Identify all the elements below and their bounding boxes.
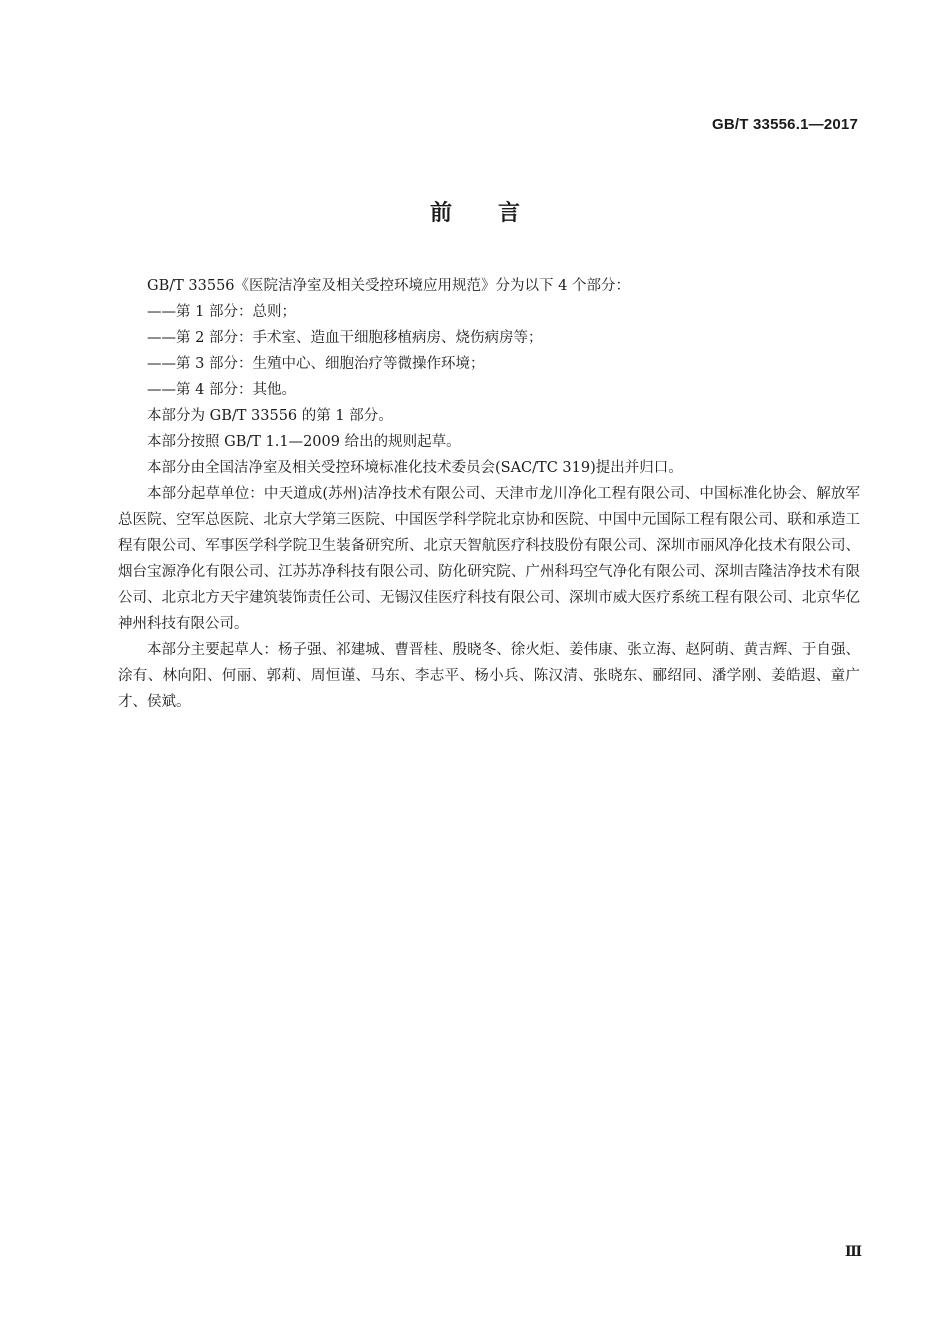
drafting-rules-paragraph: 本部分按照 GB/T 1.1—2009 给出的规则起草。 <box>147 434 461 450</box>
drafting-units-paragraph: 本部分起草单位：中天道成(苏州)洁净技术有限公司、天津市龙川净化工程有限公司、中国标准化协会、解放军总医院、空军总医院、北京大学第三医院、中国医学科学院北京协和医院、中国中元国际工程有限公司、联和承造工程有限公司、军事医学科学院卫生装备研究所、北京天智航医疗科技股份有限公司、深圳市丽风净化技术有限公司、烟台宝源净化有限公司、江苏苏净科技有限公司、防化研究院、广州科玛空气净化有限公司、深圳吉隆洁净技术有限公司、北京北方天宇建筑装饰责任公司、无锡汉佳医疗科技有限公司、深圳市威大医疗系统工程有限公司、北京华亿神州科技有限公司。 <box>118 486 860 632</box>
part-3-item: ——第 3 部分：生殖中心、细胞治疗等微操作环境； <box>147 356 485 372</box>
standard-code: GB/T 33556.1—2017 <box>712 116 858 133</box>
intro-paragraph: GB/T 33556《医院洁净室及相关受控环境应用规范》分为以下 4 个部分： <box>147 278 630 294</box>
part-1-item: ——第 1 部分：总则； <box>147 304 296 320</box>
page-title: 前言 <box>429 201 566 226</box>
drafters-paragraph: 本部分主要起草人：杨子强、祁建城、曹晋桂、殷晓冬、徐火炬、姜伟康、张立海、赵阿萌、黄吉辉、于自强、涂有、林向阳、何丽、郭莉、周恒谨、马东、李志平、杨小兵、陈汉清、张晓东、郦绍同、潘学刚、姜皓遐、童广才、侯斌。 <box>118 642 860 710</box>
document-body <box>118 273 860 715</box>
page-number: Ⅲ <box>844 1245 862 1260</box>
proposed-by-paragraph: 本部分由全国洁净室及相关受控环境标准化技术委员会(SAC/TC 319)提出并归口。 <box>147 460 683 476</box>
this-part-paragraph: 本部分为 GB/T 33556 的第 1 部分。 <box>147 408 393 424</box>
part-2-item: ——第 2 部分：手术室、造血干细胞移植病房、烧伤病房等； <box>147 330 543 346</box>
part-4-item: ——第 4 部分：其他。 <box>147 382 296 398</box>
